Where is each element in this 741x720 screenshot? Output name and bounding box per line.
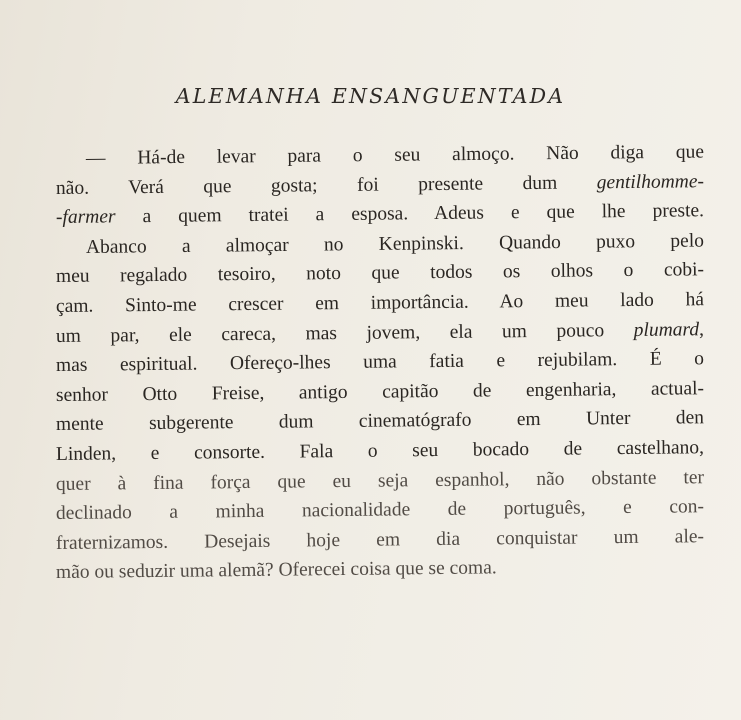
text-line: quer à fina força que eu seja espanhol, não obstante ter bbox=[55, 466, 705, 495]
text-line: fraternizamos. Desejais hoje em dia conquistar um ale- bbox=[55, 525, 705, 554]
italic-word: plumard bbox=[633, 318, 700, 341]
text-line: um par, ele careca, mas jovem, ela um pouco plumard, bbox=[55, 318, 705, 347]
running-head: ALEMANHA ENSANGUENTADA bbox=[175, 84, 566, 108]
italic-word: gentilhomme- bbox=[596, 170, 705, 193]
text-line: mão ou seduzir uma alemã? Oferecei coisa que se coma. bbox=[55, 557, 497, 584]
text-line: declinado a minha nacionalidade de português, e con- bbox=[55, 496, 705, 525]
text-line: Abanco a almoçar no Kenpinski. Quando puxo pelo bbox=[85, 230, 705, 258]
text-line: — Há-de levar para o seu almoço. Não diga que bbox=[85, 141, 705, 169]
text-line: mas espiritual. Ofereço-lhes uma fatia e rejubilam. É o bbox=[55, 348, 705, 377]
text-line: -farmer a quem tratei a esposa. Adeus e que lhe preste. bbox=[55, 200, 705, 229]
text-line: não. Verá que gosta; foi presente dum gentilhomme- bbox=[55, 170, 705, 199]
text-line: çam. Sinto-me crescer em importância. Ao meu lado há bbox=[55, 289, 705, 317]
body-text bbox=[55, 141, 705, 588]
text-line: senhor Otto Freise, antigo capitão de engenharia, actual- bbox=[55, 377, 705, 406]
italic-word: -farmer bbox=[55, 206, 116, 229]
text-line: mente subgerente dum cinematógrafo em Unter den bbox=[55, 407, 705, 436]
text-line: meu regalado tesoiro, noto que todos os olhos o cobi- bbox=[55, 259, 705, 288]
text-line: Linden, e consorte. Fala o seu bocado de castelhano, bbox=[55, 437, 705, 465]
